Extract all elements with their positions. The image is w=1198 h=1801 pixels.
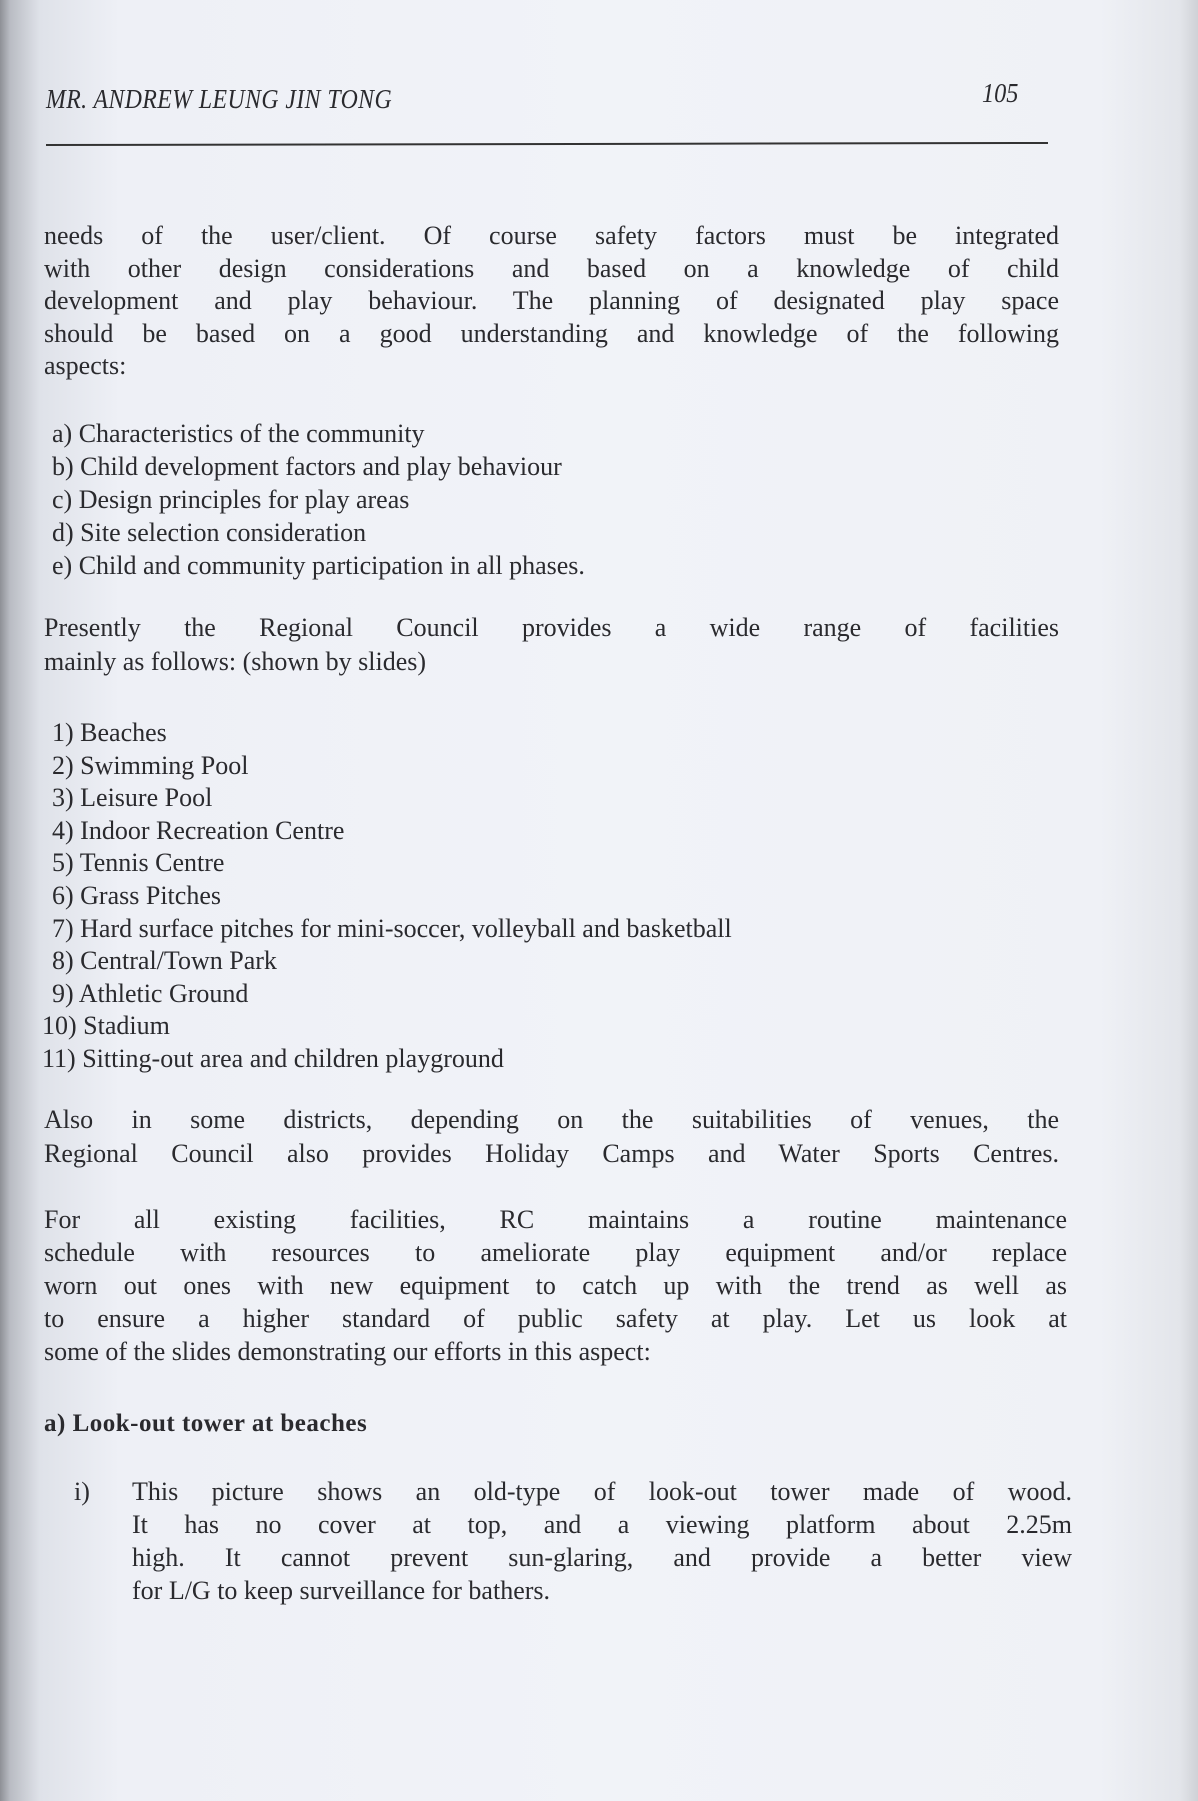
facility-list-item: 6) Grass Pitches (52, 881, 221, 910)
aspect-list-item: e) Child and community participation in all phases. (52, 551, 585, 580)
aspect-list-item: d) Site selection consideration (52, 518, 367, 547)
item-line: high. It cannot prevent sun-glaring, and provide a better view (132, 1543, 1072, 1572)
section-heading: a) Look-out tower at beaches (44, 1410, 368, 1437)
paragraph-line: to ensure a higher standard of public safety at play. Let us look at (44, 1304, 1067, 1333)
facility-list-item: 10) Stadium (42, 1011, 170, 1041)
facility-list-item: 4) Indoor Recreation Centre (52, 815, 345, 845)
aspect-list-item: c) Design principles for play areas (52, 485, 410, 514)
running-header-author: MR. ANDREW LEUNG JIN TONG (46, 84, 393, 114)
paragraph-line: schedule with resources to ameliorate play equipment and/or replace (44, 1238, 1067, 1267)
paragraph-line: worn out ones with new equipment to catch up with the trend as well as (44, 1271, 1067, 1300)
facility-list-item: 9) Athletic Ground (52, 978, 249, 1008)
paragraph-line: Regional Council also provides Holiday Camps and Water Sports Centres. (44, 1139, 1059, 1168)
header-rule (46, 142, 1048, 146)
paragraph-line: mainly as follows: (shown by slides) (44, 647, 427, 676)
paragraph-line: Presently the Regional Council provides a wide range of facilities (44, 613, 1059, 642)
aspect-list-item: a) Characteristics of the community (52, 419, 425, 448)
item-marker: i) (74, 1477, 90, 1506)
paragraph-line: development and play behaviour. The planning of designated play space (44, 286, 1059, 315)
paragraph-line: needs of the user/client. Of course safety factors must be integrated (44, 221, 1059, 250)
paragraph-line: should be based on a good understanding and knowledge of the following (44, 318, 1059, 348)
facility-list-item: 11) Sitting-out area and children playground (42, 1044, 504, 1073)
item-line: It has no cover at top, and a viewing platform about 2.25m (132, 1510, 1072, 1539)
paragraph-line: For all existing facilities, RC maintains a routine maintenance (44, 1205, 1067, 1234)
facility-list-item: 7) Hard surface pitches for mini-soccer, volleyball and basketball (52, 913, 732, 943)
paragraph-line: Also in some districts, depending on the suitabilities of venues, the (44, 1105, 1059, 1134)
facility-list-item: 8) Central/Town Park (52, 946, 277, 976)
paragraph-line: some of the slides demonstrating our efforts in this aspect: (44, 1337, 651, 1366)
aspect-list-item: b) Child development factors and play behaviour (52, 452, 562, 481)
paragraph-line: aspects: (44, 351, 127, 380)
item-line: for L/G to keep surveillance for bathers. (132, 1576, 551, 1605)
paragraph-line: with other design considerations and based on a knowledge of child (44, 253, 1059, 283)
facility-list-item: 1) Beaches (52, 718, 167, 747)
facility-list-item: 3) Leisure Pool (52, 783, 213, 813)
page-number: 105 (982, 78, 1019, 108)
facility-list-item: 5) Tennis Centre (52, 848, 225, 878)
item-line: This picture shows an old-type of look-out tower made of wood. (132, 1477, 1072, 1506)
facility-list-item: 2) Swimming Pool (52, 750, 249, 780)
